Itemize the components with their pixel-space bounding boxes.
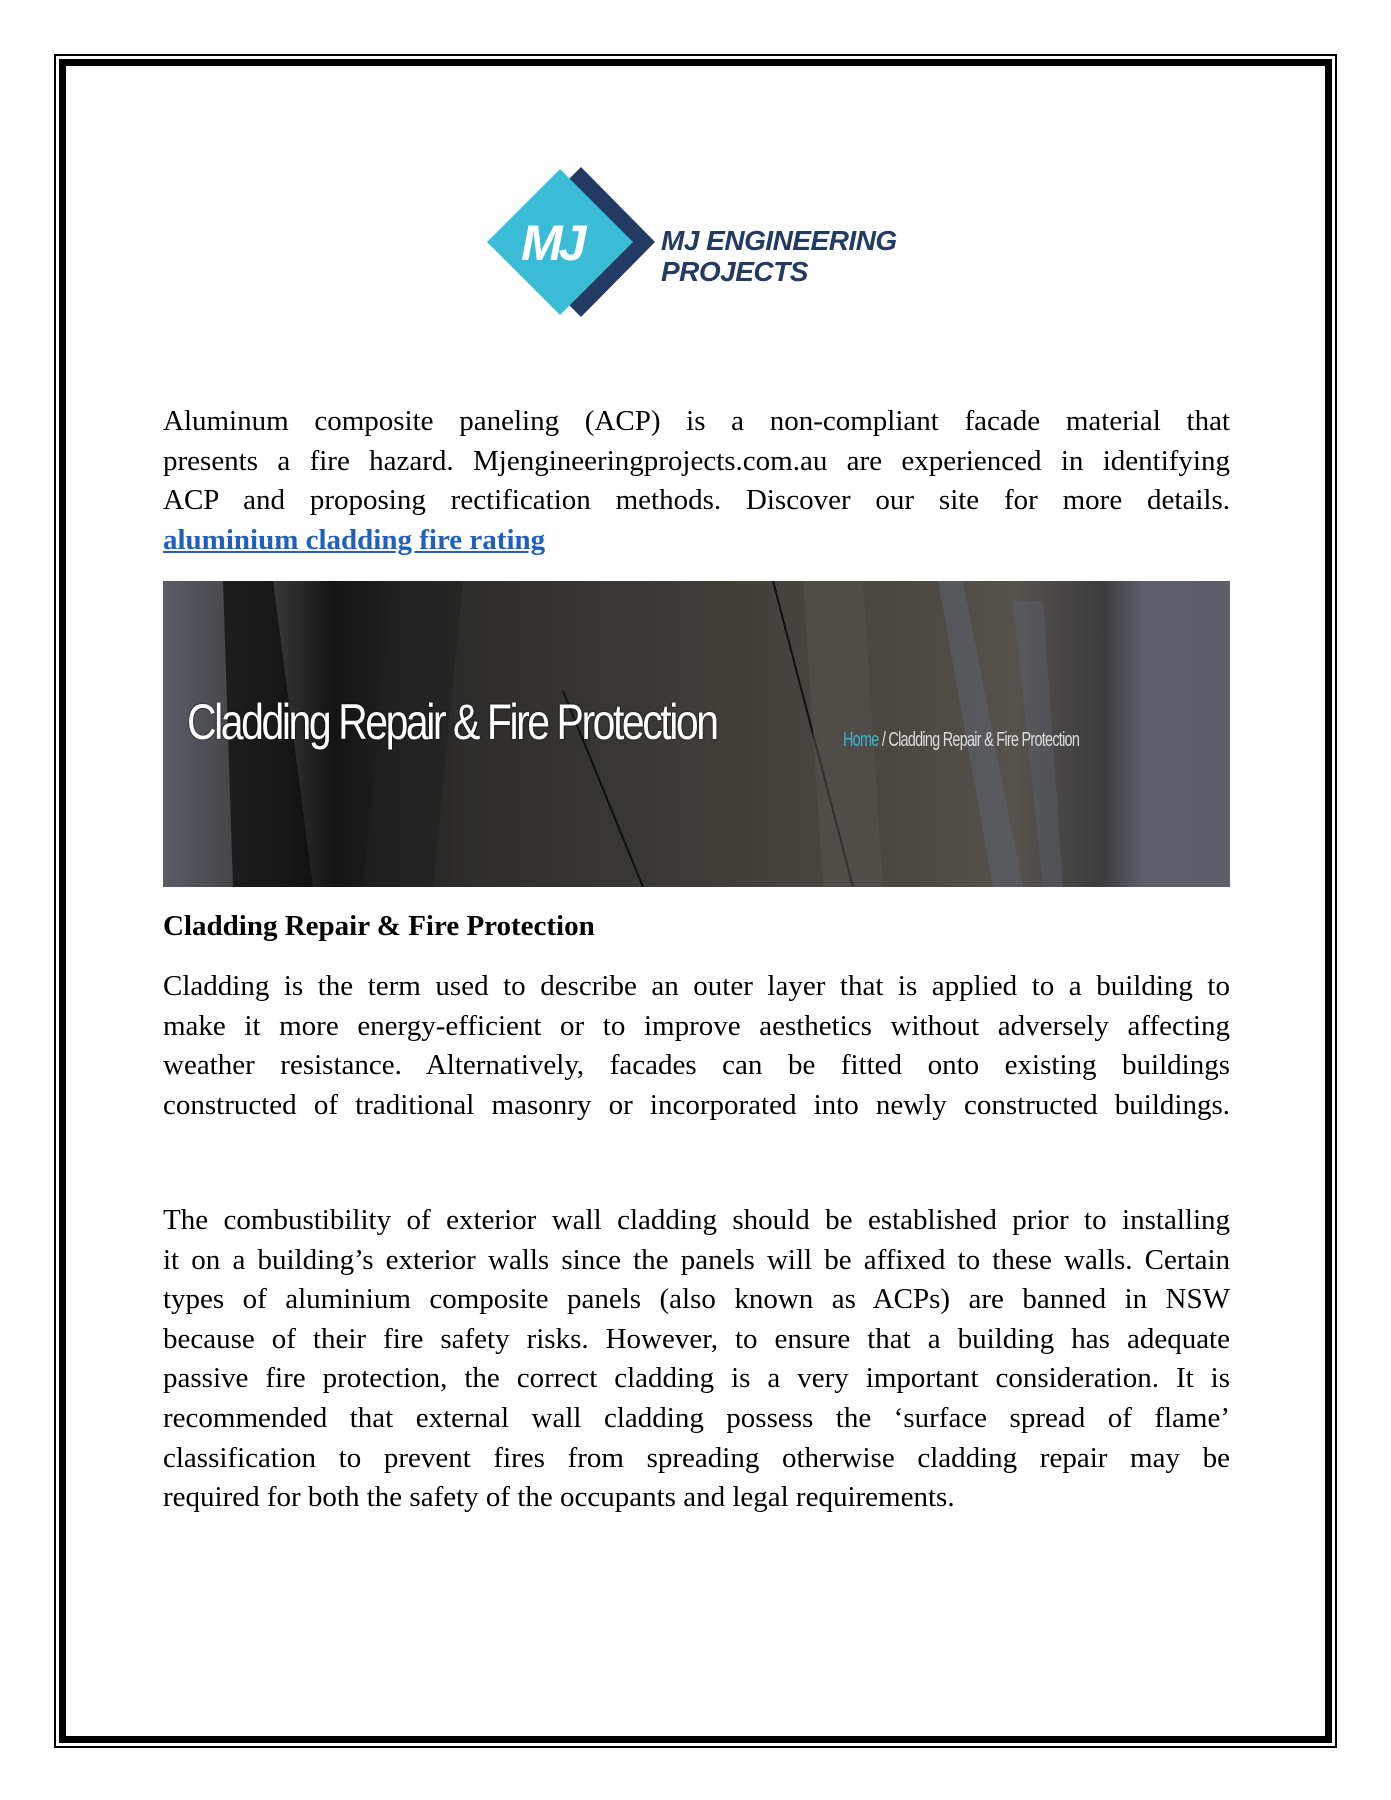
intro-line: Aluminum composite paneling (ACP) is a non-compliant facade material that — [163, 405, 1230, 437]
paragraph-line: weather resistance. Alternatively, facades can be fitted onto existing buildings — [163, 1049, 1230, 1082]
intro-line: presents a fire hazard. Mjengineeringprojects.com.au are experienced in identifying — [163, 444, 1230, 477]
breadcrumb-separator: / — [881, 729, 886, 751]
paragraph-line: types of aluminium composite panels (also known as ACPs) are banned in NSW — [163, 1283, 1230, 1316]
svg-text:MJ: MJ — [521, 215, 583, 271]
cladding-fire-rating-link[interactable]: aluminium cladding fire rating — [163, 523, 546, 556]
section-paragraph-1 — [163, 967, 1230, 1125]
breadcrumb — [843, 729, 1079, 752]
paragraph-line: recommended that external wall cladding possess the ‘surface spread of flame’ — [163, 1401, 1230, 1434]
paragraph-line: make it more energy-efficient or to improve aesthetics without adversely affecting — [163, 1009, 1230, 1042]
paragraph-line: The combustibility of exterior wall cladding should be established prior to installing — [163, 1204, 1230, 1236]
paragraph-line: required for both the safety of the occupants and legal requirements. — [163, 1481, 955, 1514]
intro-line: ACP and proposing rectification methods. Discover our site for more details. — [163, 484, 1230, 517]
banner-title: Cladding Repair & Fire Protection — [187, 694, 717, 750]
paragraph-line: because of their fire safety risks. However, to ensure that a building has adequate — [163, 1322, 1230, 1355]
section-paragraph-2 — [163, 1201, 1230, 1518]
breadcrumb-current: Cladding Repair & Fire Protection — [888, 729, 1080, 751]
company-logo — [485, 165, 935, 320]
section-heading: Cladding Repair & Fire Protection — [163, 910, 595, 942]
breadcrumb-home-link[interactable]: Home — [843, 729, 879, 751]
mj-diamond-logo-icon — [485, 165, 655, 320]
paragraph-line: it on a building’s exterior walls since the panels will be affixed to these walls. Certain — [163, 1243, 1230, 1276]
paragraph-line: classification to prevent fires from spreading otherwise cladding repair may be — [163, 1441, 1230, 1474]
intro-paragraph — [163, 402, 1230, 560]
logo-line-2: PROJECTS — [661, 256, 808, 287]
paragraph-line: Cladding is the term used to describe an outer layer that is applied to a building to — [163, 970, 1230, 1002]
hero-banner-image — [163, 581, 1230, 887]
paragraph-line: constructed of traditional masonry or incorporated into newly constructed buildings. — [163, 1088, 1230, 1121]
logo-line-1: MJ ENGINEERING — [661, 225, 897, 256]
paragraph-line: passive fire protection, the correct cladding is a very important consideration. It is — [163, 1362, 1230, 1395]
